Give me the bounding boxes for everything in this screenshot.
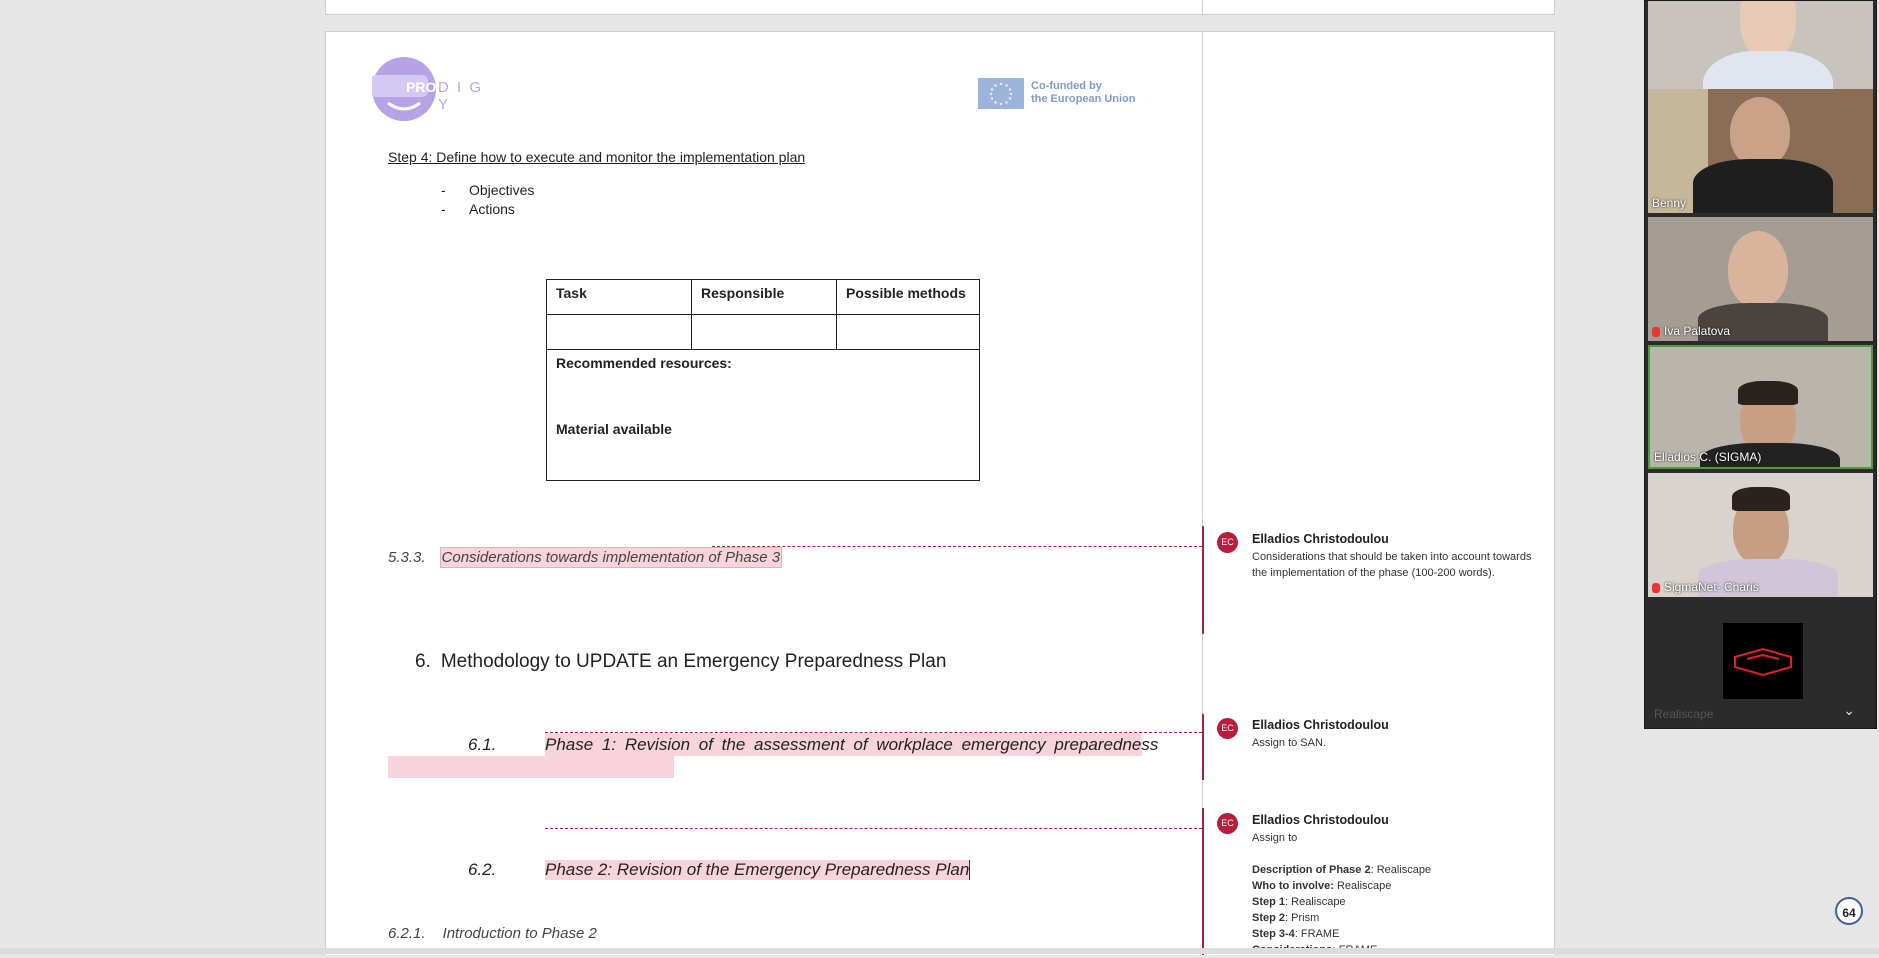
participant-tile-active-speaker[interactable] (1648, 345, 1873, 469)
comment-author: Elladios Christodoulou (1252, 813, 1389, 827)
implementation-table (546, 279, 980, 481)
bullet-item[interactable]: - Objectives (441, 181, 534, 200)
video-participants-panel (1644, 0, 1877, 729)
table-cell[interactable] (837, 315, 980, 350)
comment-detail-label: Description of Phase 2 (1252, 864, 1371, 876)
comment-text[interactable]: Considerations that should be taken into account towards the implementation of the phase (100-200 words). (1252, 551, 1532, 579)
section-5-3-3-heading[interactable] (388, 549, 782, 566)
document-page (325, 31, 1555, 955)
participant-tile[interactable] (1648, 217, 1873, 341)
participant-name: Benny (1652, 196, 1687, 210)
comment-detail-label: Step 3-4 (1252, 928, 1295, 940)
comment-detail-value: : Realiscape (1285, 896, 1346, 908)
material-label: Material available (556, 421, 672, 437)
eu-text-line2: the European Union (1031, 93, 1136, 105)
muted-mic-icon (1652, 583, 1660, 593)
comment-detail-value: : FRAME (1294, 928, 1340, 940)
participant-tile[interactable] (1648, 473, 1873, 597)
section-number: 6. (415, 651, 431, 672)
chevron-down-icon[interactable]: ⌄ (1843, 702, 1855, 718)
comment-text[interactable] (1252, 830, 1542, 958)
section-number: 6.2.1. (388, 925, 426, 942)
commented-text-highlight[interactable]: Phase 2: Revision of the Emergency Preparedness Plan (545, 860, 970, 879)
previous-page-bottom (325, 0, 1555, 15)
section-6-heading[interactable] (415, 651, 946, 673)
comment-author: Elladios Christodoulou (1252, 532, 1389, 546)
comment-text[interactable]: Assign to SAN. (1252, 737, 1326, 749)
bullet-list (441, 181, 534, 219)
comment-detail-value: : Realiscape (1370, 864, 1432, 876)
section-number: 5.3.3. (388, 549, 426, 566)
section-title: Methodology to UPDATE an Emergency Preparedness Plan (440, 651, 947, 672)
logo-digy-text: D I G Y (438, 79, 484, 113)
comment-detail-label: Step 1 (1252, 896, 1286, 908)
eu-text-line1: Co-funded by (1031, 80, 1102, 92)
section-6-2-1-heading[interactable] (388, 925, 597, 942)
table-resources-cell[interactable] (547, 350, 980, 481)
comment-connector-line (545, 828, 1202, 829)
participant-name: Realiscape (1654, 707, 1714, 721)
table-cell[interactable] (692, 315, 837, 350)
commented-text-highlight[interactable]: Phase 1: Revision of the assessment of workplace emergency preparedness (545, 735, 1159, 754)
table-cell[interactable] (547, 315, 692, 350)
comment-detail-value: Realiscape (1333, 880, 1392, 892)
participant-name: Elladios C. (SIGMA) (1654, 450, 1762, 464)
comment-avatar: EC (1217, 718, 1238, 739)
resources-label: Recommended resources: (556, 355, 732, 371)
participant-count-badge[interactable]: 64 (1835, 897, 1863, 925)
prodigy-logo (372, 57, 492, 127)
commented-text-highlight[interactable]: Considerations towards implementation of Phase 3 (441, 549, 781, 566)
step4-heading[interactable]: Step 4: Define how to execute and monitor the implementation plan (388, 149, 806, 165)
section-title: Introduction to Phase 2 (442, 925, 597, 942)
comment-text-line: Assign to (1252, 832, 1298, 844)
eu-flag-icon (978, 78, 1024, 109)
logo-pro-text: PRO (406, 79, 437, 95)
participant-tile[interactable] (1648, 89, 1873, 213)
highlight-fill (388, 756, 494, 778)
muted-mic-icon (1652, 327, 1660, 337)
comment-detail-value: : Prism (1285, 912, 1320, 924)
comment-avatar: EC (1217, 532, 1238, 553)
section-number: 6.1. (468, 735, 497, 754)
participant-name: Iva Palatova (1664, 324, 1731, 338)
section-number: 6.2. (468, 860, 497, 879)
participant-tile[interactable] (1648, 601, 1873, 725)
comment-avatar: EC (1217, 813, 1238, 834)
bullet-item[interactable]: - Actions (441, 200, 534, 219)
table-header-responsible[interactable]: Responsible (692, 280, 837, 315)
comment-bar (1202, 714, 1204, 780)
taskbar-strip (0, 948, 1879, 954)
highlight-fill (494, 756, 674, 778)
comment-detail-label: Step 2 (1252, 912, 1286, 924)
eu-cofunded-logo (978, 78, 1158, 110)
comment-detail-label: Who to involve: (1252, 880, 1334, 892)
participant-name: SigmaNet- Charis (1664, 580, 1759, 594)
realiscape-logo (1723, 623, 1803, 699)
comment-connector-line (712, 546, 1202, 547)
table-header-methods[interactable]: Possible methods (837, 280, 980, 315)
comment-bar (1202, 526, 1204, 634)
comment-bar (1202, 808, 1204, 955)
table-header-task[interactable]: Task (547, 280, 692, 315)
comment-author: Elladios Christodoulou (1252, 718, 1389, 732)
comment-connector-line (545, 732, 1202, 733)
